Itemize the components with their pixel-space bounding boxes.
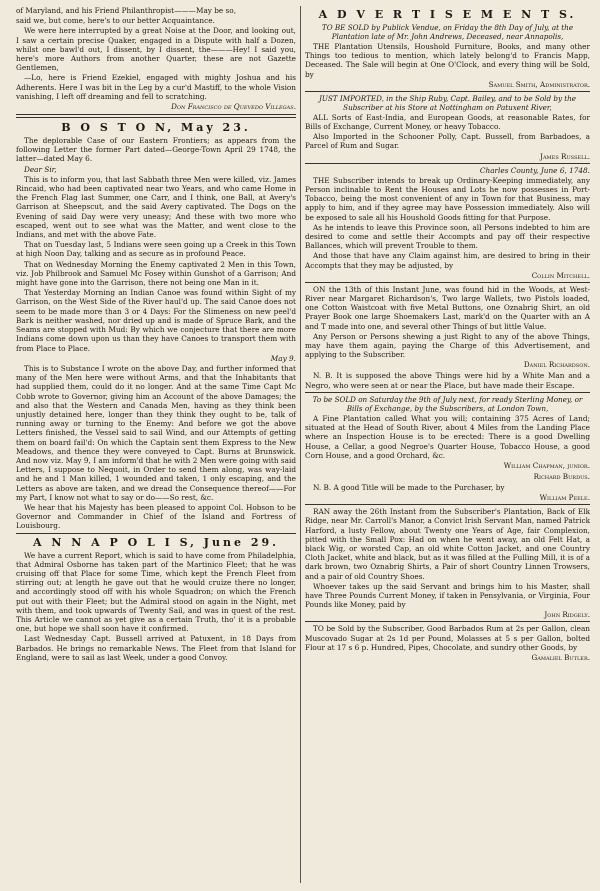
ad-signature: James Russell. bbox=[540, 151, 590, 161]
ad-dateline: Charles County, June 6, 1748. bbox=[479, 165, 590, 175]
ad-body: As he intends to leave this Province soon, all Persons indebted to him are desired to come and settle their Accompts and pay off their respective Ballances, which will prevent Trouble to them. bbox=[305, 222, 590, 251]
essay-line: of Maryland, and his Friend Philanthropist———May be so, bbox=[16, 6, 237, 15]
ad-divider bbox=[305, 392, 590, 393]
essay-signature: Don Francisco de Quevedo Villegas. bbox=[171, 102, 296, 112]
section-divider bbox=[16, 114, 296, 118]
ad-body: ALL Sorts of East-India, and European Goods, at reasonable Rates, for Bills of Exchange, Current Money, or heavy Tobacco. bbox=[305, 112, 590, 132]
ad-body: And those that have any Claim against him, are desired to bring in their Accompts that they may be adjusted, by bbox=[305, 251, 590, 270]
ad-signature: Gamaliel Butler. bbox=[531, 652, 590, 662]
ad-note: N. B. It is supposed the above Things were hid by a White Man and a Negro, who were seen at or near the Place, but have made their Escape. bbox=[305, 371, 590, 390]
news-paragraph: We have a current Report, which is said to have come from Philadelphia, that Admiral Osborne has taken part of the Martinico Fleet; that he was cruising off that Place for some Time, which kept the French Fleet from stirring out; at length he gave out that he would cruize there no longer, and accordingly stood off with his whole Squadron; on which the French put out with their Fleet; but the Admiral stood on again in the Night, met with them, and took upwards of Twenty Sail, and was in quest of the rest. This Article we cannot as yet give as a certain Truth, tho' it is a probable one, but hope we shall soon have it confirmed. bbox=[16, 550, 296, 634]
ad-divider bbox=[305, 163, 590, 164]
annapolis-news bbox=[16, 551, 296, 662]
ad-ordinary-keeping bbox=[305, 166, 590, 280]
ad-signature: William Peele. bbox=[539, 493, 590, 503]
ad-body: Also Imported in the Schooner Polly, Capt. Bussell, from Barbadoes, a Parcel of Rum and Sugar. bbox=[305, 132, 590, 151]
essay-line: said we, but come, here's to our better Acquaintance. bbox=[16, 16, 215, 26]
ad-signature: Samuel Smith, Administrator. bbox=[488, 79, 590, 89]
ad-signature: Daniel Richardson. bbox=[523, 360, 590, 370]
news-paragraph: That on Tuesday last, 5 Indians were seen going up a Creek in this Town at high Noon Day, talking and as secure as in profound Peace. bbox=[16, 240, 296, 259]
ad-body: THE Subscriber intends to break up Ordinary-Keeping immediately, any Person inclinable to Rent the Houses and Lots he now possesses in Port-Tobacco, being the most convenient of any in Town for that Business, may apply to him, and if they agree may have Possession immediately. Also will be exposed to sale all his Houshold Goods fitting for that Purpose. bbox=[305, 175, 590, 222]
letter-date: May 9. bbox=[270, 353, 296, 363]
ad-found-items bbox=[305, 285, 590, 390]
advertisements-heading: A D V E R T I S E M E N T S. bbox=[318, 8, 577, 21]
news-paragraph: That Yesterday Morning an Indian Canoe was found within Sight of my Garrison, on the West Side of the River haul'd up. The said Canoe does not seem to be made more than 3 or 4 Days: For the Slimeness on new peel'd Bark is neither washed, nor dried up and is made of Spruce Bark, and the Seams are stopped with Mud: By which we conjecture that there are more Indians come down upon us than they have Canoes to transport them with from Place to Place. bbox=[16, 288, 296, 353]
ad-rum-sugar bbox=[305, 624, 590, 662]
dream-essay bbox=[16, 6, 296, 111]
ad-signature: Richard Burdus. bbox=[533, 471, 590, 481]
ad-body: ON the 13th of this Instant June, was found hid in the Woods, at West-River near Margaret Richardson's, Two large Wallets, two Pistols loaded, one Cotton Waistcoat with five Metal Buttons, one Oznabrig Shirt, an old Prayer Book one large Shoemakers Last, mark'd on the Quarter with an A and T made into one, and several other Things of but little Value. bbox=[305, 284, 590, 331]
salutation: Dear Sir, bbox=[24, 164, 57, 174]
left-column bbox=[16, 6, 296, 883]
news-paragraph: This is to Substance I wrote on the above Day, and further informed that many of the Men here were without Arms, and that the Inhabitants that had supplied them, could do it no longer. And at the same Time Capt Mc Cobb wrote to Governor, giving him an Account of the above Damages; the and also that the Western and Canada Men, having as they think been unjustly detained here, longer than they think they ought to be, talk of running away or turning to the Enemy: And before we got the above Letters finished, the Vessel said to sail Wind, and our Attempts of getting them on board fail'd: On which the Captain sent them Express to the New Meadows, and thence they were conveyed to Capt. Burns at Brunswick. And now viz. May 9, I am inform'd that he with 2 Men were going with said Letters, I suppose to Nequoit, in Order to send them along, was way-laid and he and 1 Man killed, 1 wounded and taken, 1 only escaping, and the Letters as above are taken, and we dread the Consequence thereof——For my Part, I know not what to say or do——So rest, &c. bbox=[16, 363, 296, 502]
ad-title: To be SOLD on Saturday the 9th of July next, for ready Sterling Money, or Bills of Exchange, by the Subscribers, at London Town, bbox=[312, 394, 583, 413]
ad-vendue bbox=[305, 23, 590, 89]
ad-body: Any Person or Persons shewing a just Right to any of the above Things, may have them again, paying the Charge of this Advertisement, and applying to the Subscriber. bbox=[305, 331, 590, 360]
ad-imported-goods bbox=[305, 94, 590, 161]
ad-body: RAN away the 26th Instant from the Subscriber's Plantation, Back of Elk Ridge, near Mr. Carroll's Manor, a Convict Irish Servant Man, named Patrick Harford, a lusty Fellow, about Twenty one Years of Age, fair Complexion, pitted with the Small Pox: Had on when he went away, an old Felt Hat, a black Wig, or worsted Cap, an old white Cotton Jacket, and one Country Cloth Jacket, white and black, but as it was filled at the Fulling Mill, it is of a dark brown, two Oznabrig Shirts, a Pair of short Country Linnen Trowsers, and a pair of old Country Shoes. bbox=[305, 507, 590, 581]
ad-divider bbox=[305, 504, 590, 505]
news-paragraph: Last Wednesday Capt. Bussell arrived at Patuxent, in 18 Days from Barbados. He brings no remarkable News. The Fleet from that Island for England, were to sail as last Week, under a good Convoy. bbox=[16, 634, 296, 662]
news-paragraph: We hear that his Majesty has been pleased to appoint Col. Hobson to be Governor and Commander in Chief of the Island and Fortress of Louisbourg. bbox=[16, 502, 296, 531]
ad-body: A Fine Plantation called What you will; containing 375 Acres of Land; situated at the Head of South River, about 4 Miles from the Landing Place where an Inspection House is to be erected: There is a good Dwelling House, a Cellar, a good Negroe's Quarter House, Tobacco House, a good Corn House, and a good Orchard, &c. bbox=[305, 413, 590, 460]
essay-paragraph: We were here interrupted by a great Noise at the Door, and looking out, I saw a certain precise Quaker, engaged in a Dispute with half a Dozen, whilst one bawl'd out, I dissent, by I dissent, the———Hey! I said you, here's more Authors from another Quarter, these are not Gazette Gentlemen, bbox=[16, 26, 296, 73]
ad-signature: Collin Mitchell. bbox=[531, 270, 590, 280]
ad-note: N. B. A good Title will be made to the Purchaser, by bbox=[313, 482, 505, 492]
boston-dateline: B O S T O N, May 23. bbox=[61, 121, 251, 135]
ad-divider bbox=[305, 621, 590, 622]
ad-signature: William Chapman, junior. bbox=[503, 460, 590, 470]
section-divider bbox=[16, 533, 296, 534]
ad-divider bbox=[305, 282, 590, 283]
ad-plantation-sale bbox=[305, 395, 590, 502]
boston-news bbox=[16, 136, 296, 531]
ad-runaway-servant bbox=[305, 507, 590, 619]
ad-body: TO be Sold by the Subscriber, Good Barbados Rum at 2s per Gallon, clean Muscovado Sugar at 2s 1d per Pound, Molasses at 5 s per Gallon, bolted Flour at 17 s 6 p. Hundred, Pipes, Chocolate, and sundry other Goods, by bbox=[305, 624, 590, 652]
column-rule bbox=[300, 6, 301, 883]
essay-paragraph: —Lo, here is Friend Ezekiel, engaged with mighty Joshua and his Adherents. Here I was bit in the Leg by a cur'd Mastiff, to the whole Vision vanishing, I left off dreaming and fell to scratching. bbox=[16, 73, 296, 101]
news-paragraph: This is to inform you, that last Sabbath three Men were killed, viz. James Rincaid, who had been captivated near two Years, and who came Home in the French Flag last Summer, one Carr, and I think, one Ball, at Avery's Garrison at Sheepscut, and the said Avery captivated. The Dogs on the Evening of said Day were very uneasy; And these with two more who escaped, went out to see what was the Matter, and went close to the Indians, and met with the above Fate. bbox=[16, 174, 296, 240]
annapolis-dateline: A N N A P O L I S, June 29. bbox=[33, 535, 279, 549]
ad-signature: John Ridgely. bbox=[544, 610, 590, 620]
ad-body: Whoever takes up the said Servant and brings him to his Master, shall have Three Pounds Current Money, if taken in Pensylvania, or Virginia, Four Pounds like Money, paid by bbox=[305, 581, 590, 610]
ad-body: THE Plantation Utensils, Houshold Furniture, Books, and many other Things too tedious to mention, which lately belong'd to Francis Mapp, Deceased. The Sale will begin at One O'Clock, and every thing will be Sold, by bbox=[305, 42, 590, 79]
ad-divider bbox=[305, 91, 590, 92]
news-paragraph: That on Wednesday Morning the Enemy captivated 2 Men in this Town, viz. Job Philbrook and Samuel Mc Fosey within Gunshot of a Garrison; And might have gone into the Garrison, there not being one Man in it. bbox=[16, 259, 296, 288]
ad-title: JUST IMPORTED, in the Ship Ruby, Capt. Bailey, and to be Sold by the Subscriber at his Store at Nottingham on Patuxent River, bbox=[318, 93, 577, 112]
news-paragraph: The deplorable Case of our Eastern Frontiers; as appears from the following Letter the former Part dated—George-Town April 29 1748, the latter—dated May 6. bbox=[16, 136, 296, 164]
ad-title: TO BE SOLD by Publick Vendue, on Friday the 8th Day of July, at the Plantation late of Mr. John Andrews, Deceased, near Annapolis, bbox=[321, 23, 574, 41]
right-column bbox=[305, 6, 590, 883]
